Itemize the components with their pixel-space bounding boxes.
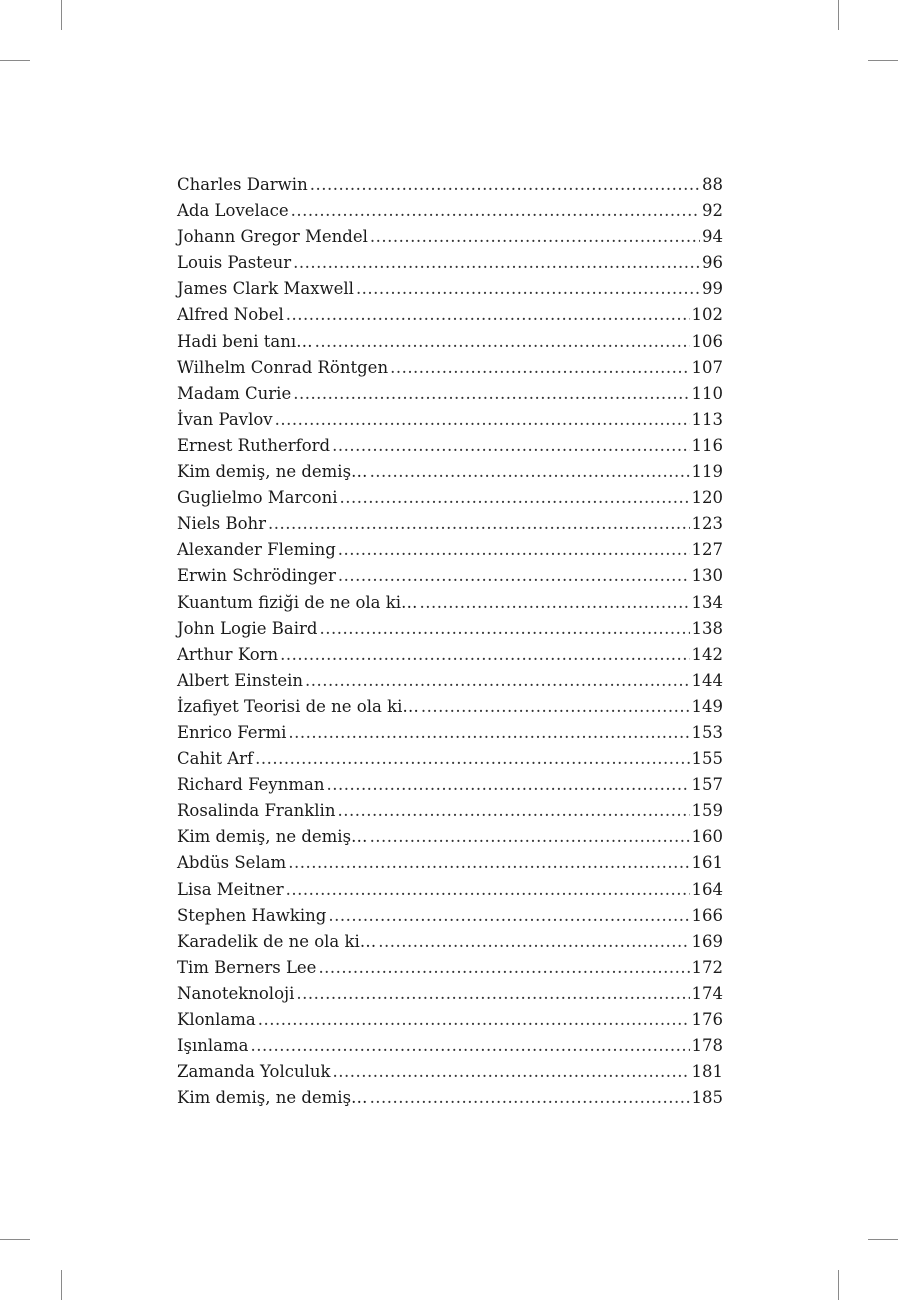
toc-dot-leader (328, 903, 689, 929)
toc-entry-title: Stephen Hawking (177, 905, 327, 925)
toc-dot-leader (258, 1007, 690, 1033)
toc-entry-title: Kim demiş, ne demiş… (177, 827, 368, 847)
toc-entry (177, 824, 723, 850)
toc-dot-leader (378, 929, 689, 955)
toc-dot-leader (255, 746, 689, 772)
toc-entry-page-number: 92 (702, 201, 723, 221)
toc-entry (177, 198, 723, 224)
crop-mark-bottom-left-vertical (61, 1270, 62, 1300)
toc-dot-leader (280, 642, 689, 668)
toc-dot-leader (340, 485, 690, 511)
toc-entry-page-number: 110 (691, 383, 723, 403)
toc-dot-leader (338, 563, 690, 589)
toc-dot-leader (288, 720, 689, 746)
toc-entry-title: Kuantum fiziği de ne ola ki… (177, 592, 418, 612)
toc-dot-leader (390, 355, 689, 381)
toc-entry-page-number: 119 (691, 462, 723, 482)
toc-entry-title: James Clark Maxwell (177, 279, 354, 299)
toc-dot-leader (305, 668, 690, 694)
toc-entry (177, 1033, 723, 1059)
toc-entry-title: Kim demiş, ne demiş… (177, 1088, 368, 1108)
toc-dot-leader (370, 224, 700, 250)
toc-entry (177, 798, 723, 824)
toc-dot-leader (420, 590, 690, 616)
toc-entry-page-number: 127 (691, 540, 723, 560)
toc-entry-page-number: 153 (691, 722, 723, 742)
toc-entry-title: Alexander Fleming (177, 540, 336, 560)
toc-entry (177, 172, 723, 198)
toc-entry-page-number: 155 (691, 749, 723, 769)
toc-entry-page-number: 160 (691, 827, 723, 847)
toc-entry-page-number: 130 (691, 566, 723, 586)
toc-entry-title: Niels Bohr (177, 514, 267, 534)
toc-dot-leader (370, 824, 690, 850)
toc-entry-page-number: 181 (691, 1062, 723, 1082)
toc-entry-title: Lisa Meitner (177, 879, 284, 899)
toc-entry (177, 720, 723, 746)
toc-entry (177, 668, 723, 694)
toc-entry-page-number: 185 (691, 1088, 723, 1108)
toc-entry (177, 381, 723, 407)
toc-entry-title: İvan Pavlov (177, 409, 273, 429)
toc-dot-leader (319, 616, 689, 642)
toc-entry-page-number: 106 (691, 331, 723, 351)
toc-entry (177, 746, 723, 772)
toc-entry-title: Abdüs Selam (177, 853, 287, 873)
toc-entry-page-number: 169 (691, 931, 723, 951)
toc-entry (177, 616, 723, 642)
toc-entry-page-number: 113 (691, 409, 723, 429)
toc-entry-page-number: 138 (691, 618, 723, 638)
toc-dot-leader (337, 798, 689, 824)
toc-entry-title: Rosalinda Franklin (177, 801, 336, 821)
toc-entry-title: Wilhelm Conrad Röntgen (177, 357, 389, 377)
toc-dot-leader (333, 1059, 690, 1085)
toc-entry-title: Karadelik de ne ola ki… (177, 931, 377, 951)
toc-entry-page-number: 144 (691, 670, 723, 690)
toc-dot-leader (286, 877, 690, 903)
toc-dot-leader (286, 302, 690, 328)
toc-entry (177, 459, 723, 485)
toc-dot-leader (332, 433, 689, 459)
toc-dot-leader (421, 694, 690, 720)
toc-entry-title: Kim demiş, ne demiş… (177, 462, 368, 482)
toc-entry (177, 1059, 723, 1085)
toc-entry (177, 407, 723, 433)
toc-entry-title: Hadi beni tanı… (177, 331, 313, 351)
toc-entry-title: Erwin Schrödinger (177, 566, 336, 586)
toc-dot-leader (326, 772, 689, 798)
toc-entry-title: John Logie Baird (177, 618, 318, 638)
toc-entry (177, 329, 723, 355)
toc-entry-page-number: 159 (691, 801, 723, 821)
toc-entry-page-number: 176 (691, 1010, 723, 1029)
toc-entry (177, 433, 723, 459)
toc-entry (177, 563, 723, 589)
toc-entry-page-number: 178 (691, 1036, 723, 1056)
toc-entry-page-number: 88 (702, 175, 723, 194)
toc-entry (177, 1085, 723, 1111)
toc-entry-title: Guglielmo Marconi (177, 488, 338, 508)
crop-mark-top-left-vertical (61, 0, 62, 30)
toc-entry-title: Louis Pasteur (177, 253, 292, 273)
toc-entry-title: Nanoteknoloji (177, 983, 295, 1003)
toc-entry-page-number: 134 (691, 592, 723, 612)
toc-dot-leader (288, 850, 689, 876)
toc-entry-title: Tim Berners Lee (177, 957, 317, 977)
toc-entry-page-number: 174 (691, 983, 723, 1003)
toc-entry-title: Ernest Rutherford (177, 435, 331, 455)
crop-mark-top-right-vertical (838, 0, 839, 30)
toc-entry (177, 877, 723, 903)
toc-entry-title: Klonlama (177, 1010, 256, 1029)
toc-entry (177, 355, 723, 381)
toc-entry-page-number: 99 (702, 279, 723, 299)
toc-dot-leader (310, 172, 700, 198)
toc-entry-title: Işınlama (177, 1036, 249, 1056)
toc-entry (177, 772, 723, 798)
toc-entry-title: Albert Einstein (177, 670, 303, 690)
crop-mark-bottom-left-horizontal (0, 1239, 30, 1240)
toc-entry-page-number: 142 (691, 644, 723, 664)
toc-entry (177, 955, 723, 981)
toc-dot-leader (318, 955, 689, 981)
toc-dot-leader (291, 198, 700, 224)
toc-entry-title: Arthur Korn (177, 644, 279, 664)
toc-entry-title: Alfred Nobel (177, 305, 284, 325)
toc-entry (177, 302, 723, 328)
crop-mark-bottom-right-vertical (838, 1270, 839, 1300)
toc-entry-page-number: 164 (691, 879, 723, 899)
toc-entry (177, 224, 723, 250)
toc-dot-leader (268, 511, 689, 537)
toc-entry-page-number: 166 (691, 905, 723, 925)
toc-entry-page-number: 123 (691, 514, 723, 534)
toc-dot-leader (370, 1085, 690, 1111)
crop-mark-top-right-horizontal (868, 60, 898, 61)
toc-entry (177, 485, 723, 511)
toc-entry-page-number: 172 (691, 957, 723, 977)
toc-entry-page-number: 161 (691, 853, 723, 873)
toc-entry-title: Johann Gregor Mendel (177, 227, 368, 247)
toc-entry (177, 981, 723, 1007)
toc-entry (177, 276, 723, 302)
toc-entry-page-number: 157 (691, 775, 723, 795)
toc-entry-page-number: 107 (691, 357, 723, 377)
toc-entry (177, 929, 723, 955)
toc-entry-page-number: 94 (702, 227, 723, 247)
toc-entry-title: Zamanda Yolculuk (177, 1062, 331, 1082)
crop-mark-bottom-right-horizontal (868, 1239, 898, 1240)
toc-dot-leader (315, 329, 690, 355)
toc-entry (177, 694, 723, 720)
toc-dot-leader (338, 537, 690, 563)
toc-entry-title: İzafiyet Teorisi de ne ola ki… (177, 696, 419, 716)
crop-mark-top-left-horizontal (0, 60, 30, 61)
toc-entry-title: Charles Darwin (177, 175, 308, 194)
toc-entry-title: Madam Curie (177, 383, 292, 403)
toc-entry (177, 537, 723, 563)
toc-entry (177, 511, 723, 537)
toc-dot-leader (296, 981, 689, 1007)
toc-dot-leader (275, 407, 690, 433)
toc-entry-title: Ada Lovelace (177, 201, 289, 221)
toc-entry (177, 850, 723, 876)
toc-dot-leader (293, 381, 689, 407)
toc-entry-title: Enrico Fermi (177, 722, 287, 742)
toc-entry-page-number: 116 (691, 435, 723, 455)
toc-dot-leader (251, 1033, 690, 1059)
toc-entry (177, 250, 723, 276)
toc-entry-page-number: 120 (691, 488, 723, 508)
toc-entry-page-number: 96 (702, 253, 723, 273)
toc-dot-leader (293, 250, 700, 276)
toc-entry-page-number: 149 (691, 696, 723, 716)
toc-entry-title: Cahit Arf (177, 749, 254, 769)
toc-entry-title: Richard Feynman (177, 775, 325, 795)
toc-entry (177, 1007, 723, 1033)
toc-entry-page-number: 102 (691, 305, 723, 325)
toc-entry (177, 642, 723, 668)
toc-entry (177, 903, 723, 929)
table-of-contents (177, 172, 723, 1111)
toc-entry (177, 590, 723, 616)
toc-dot-leader (370, 459, 690, 485)
toc-dot-leader (356, 276, 700, 302)
